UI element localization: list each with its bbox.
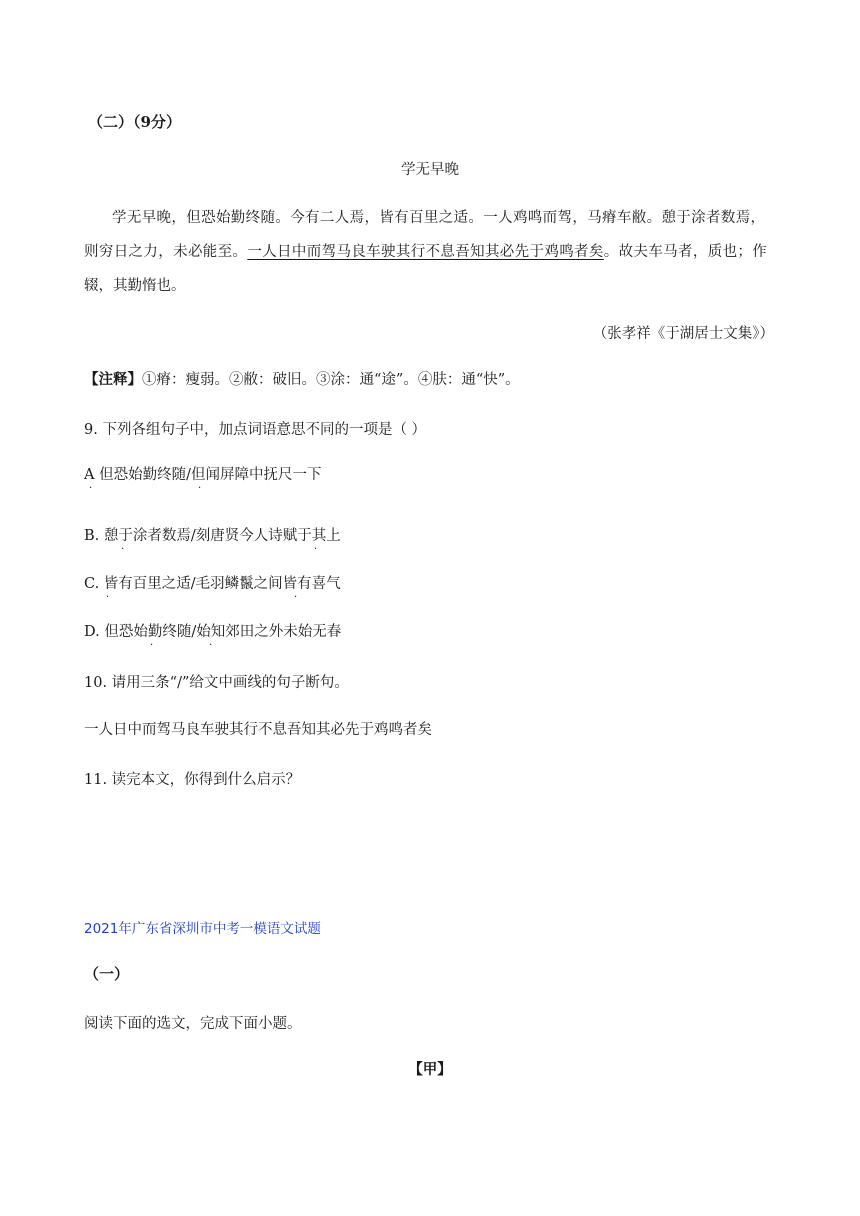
passage-line-2 bbox=[84, 242, 767, 262]
emphasis-dot: · bbox=[150, 640, 154, 651]
option-a: A 但恐始勤终随/但闻屏障中抚尺一下 bbox=[84, 467, 322, 483]
emphasis-dot: · bbox=[314, 544, 318, 555]
passage-line-3: 辍，其勤惰也。 bbox=[84, 278, 186, 294]
option-b: B. 憩于涂者数焉/刻唐贤今人诗赋于其上 bbox=[84, 528, 341, 544]
emphasis-dot: · bbox=[198, 483, 202, 494]
question-9: 9. 下列各组句子中，加点词语意思不同的一项是（ ） bbox=[84, 422, 427, 438]
emphasis-dot: · bbox=[89, 483, 93, 494]
reading-instruction: 阅读下面的选文，完成下面小题。 bbox=[84, 1016, 302, 1032]
underlined-sentence: 一人日中而驾马良车驶其行不息吾知其必先于鸡鸣者矣 bbox=[247, 244, 604, 260]
note-text: ①瘠：瘦弱。②敝：破旧。③涂：通“途”。④肤：通“快”。 bbox=[142, 372, 520, 388]
passage-title: 学无早晚 bbox=[401, 162, 459, 178]
emphasis-dot: · bbox=[106, 592, 110, 603]
note-label: 【注释】 bbox=[84, 371, 142, 388]
question-10: 10. 请用三条“/”给文中画线的句子断句。 bbox=[84, 675, 349, 691]
emphasis-dot: · bbox=[121, 544, 125, 555]
question-10-sentence: 一人日中而驾马良车驶其行不息吾知其必先于鸡鸣者矣 bbox=[84, 722, 432, 738]
exam-title-link[interactable]: 2021年广东省深圳市中考一模语文试题 bbox=[84, 921, 321, 937]
passage-line-2-end: 。故夫车马者，质也；作 bbox=[603, 244, 768, 260]
section-heading: （二）（9分） bbox=[88, 113, 181, 131]
passage-line-1: 学无早晚，但恐始勤终随。今有二人焉，皆有百里之适。一人鸡鸣而驾，马瘠车敝。憩于涂者数焉， bbox=[112, 210, 766, 226]
emphasis-dot: · bbox=[294, 592, 298, 603]
annotation-note bbox=[84, 370, 520, 390]
section-1-heading: （一） bbox=[84, 965, 130, 983]
option-c: C. 皆有百里之适/毛羽鳞鬣之间皆有喜气 bbox=[84, 576, 341, 592]
question-11: 11. 读完本文，你得到什么启示？ bbox=[84, 772, 301, 788]
passage-line-2-start: 则穷日之力，未必能至。 bbox=[84, 244, 248, 260]
passage-source: （张孝祥《于湖居士文集》） bbox=[592, 326, 774, 342]
emphasis-dot: · bbox=[209, 640, 213, 651]
passage-a-heading: 【甲】 bbox=[408, 1061, 452, 1078]
option-d: D. 但恐始勤终随/始知郊田之外未始无春 bbox=[84, 624, 342, 640]
